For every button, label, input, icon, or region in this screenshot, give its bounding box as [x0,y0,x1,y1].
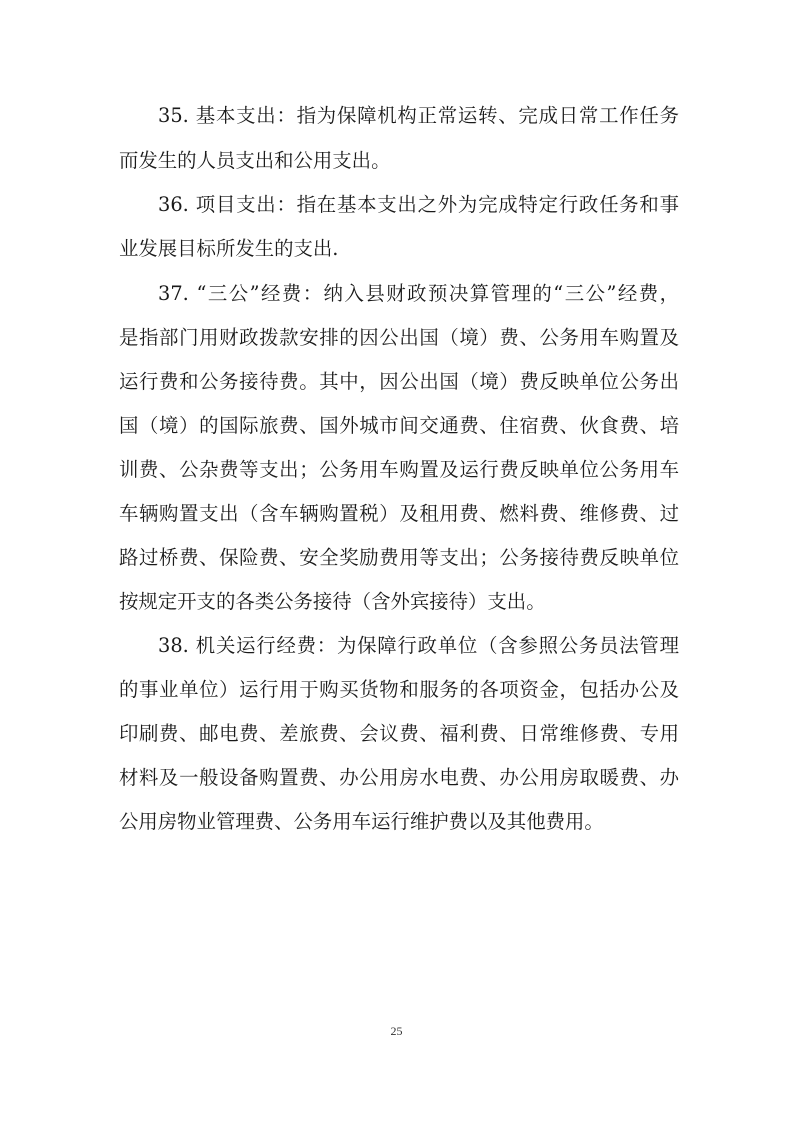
p37-line-3: 运行费和公务接待费。其中，因公出国（境）费反映单位公务出 [119,370,679,393]
p35-line-1: 35. 基本支出：指为保障机构正常运转、完成日常工作任务 [158,104,679,127]
p38-line-1: 38. 机关运行经费：为保障行政单位（含参照公务员法管理 [158,634,679,657]
page-number: 25 [390,1024,403,1038]
p35-line-2: 而发生的人员支出和公用支出。 [119,149,391,172]
p38-line-2: 的事业单位）运行用于购买货物和服务的各项资金，包括办公及 [119,678,679,701]
p38-line-4: 材料及一般设备购置费、办公用房水电费、办公用房取暖费、办 [119,766,679,789]
p37-line-4: 国（境）的国际旅费、国外城市间交通费、住宿费、伙食费、培 [119,414,679,437]
p38-line-5: 公用房物业管理费、公务用车运行维护费以及其他费用。 [119,810,604,833]
p37-line-1: 37. “三公”经费：纳入县财政预决算管理的“三公”经费， [158,282,679,305]
p36-line-2: 业发展目标所发生的支出. [119,237,339,260]
p38-line-3: 印刷费、邮电费、差旅费、会议费、福利费、日常维修费、专用 [119,722,679,745]
p37-line-7: 路过桥费、保险费、安全奖励费用等支出；公务接待费反映单位 [119,546,679,569]
p37-line-5: 训费、公杂费等支出；公务用车购置及运行费反映单位公务用车 [119,458,679,481]
p36-line-1: 36. 项目支出：指在基本支出之外为完成特定行政任务和事 [158,193,679,216]
p37-line-6: 车辆购置支出（含车辆购置税）及租用费、燃料费、维修费、过 [119,502,679,525]
p37-line-2: 是指部门用财政拨款安排的因公出国（境）费、公务用车购置及 [119,326,679,349]
p37-line-8: 按规定开支的各类公务接待（含外宾接待）支出。 [119,590,546,613]
